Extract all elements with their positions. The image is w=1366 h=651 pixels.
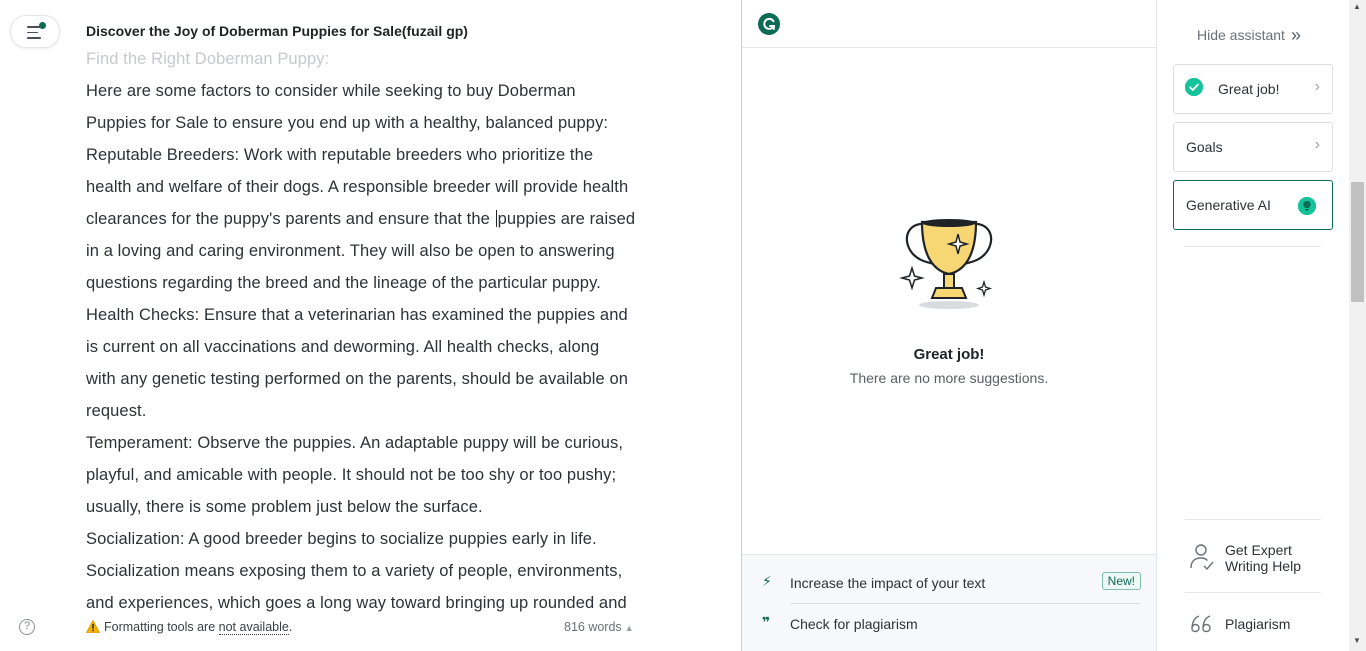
text-line[interactable]: Puppies for Sale to ensure you end up with a healthy, balanced puppy: — [86, 114, 609, 132]
formatting-prefix: Formatting tools are — [104, 620, 219, 634]
text-line[interactable]: Reputable Breeders: Work with reputable breeders who prioritize the — [86, 146, 594, 164]
formatting-notice — [104, 620, 292, 634]
check-circle-icon — [1185, 78, 1203, 96]
menu-button[interactable] — [10, 15, 60, 48]
hide-assistant-button[interactable] — [1197, 25, 1297, 46]
notification-dot — [39, 22, 46, 29]
word-count-label: 816 words — [564, 620, 622, 634]
expert-user-icon — [1189, 542, 1215, 570]
faded-heading-line[interactable]: Find the Right Doberman Puppy: — [86, 50, 330, 68]
plagiarism-label: Plagiarism — [1225, 616, 1291, 632]
no-suggestions-text: There are no more suggestions. — [849, 370, 1049, 386]
hide-assistant-label: Hide assistant — [1197, 27, 1285, 43]
scroll-down-arrow-icon[interactable]: ▼ — [1353, 636, 1361, 645]
lightbulb-icon — [1298, 197, 1316, 215]
divider — [1185, 519, 1321, 520]
divider — [1185, 592, 1321, 593]
generative-ai-label: Generative AI — [1186, 197, 1271, 213]
suggestions-panel — [741, 0, 1157, 651]
increase-impact-button[interactable] — [742, 563, 1156, 603]
chevron-right-icon: › — [1314, 136, 1320, 153]
document-title[interactable]: Discover the Joy of Doberman Puppies for Sale(fuzail gp) — [86, 23, 468, 39]
grammarly-logo-icon[interactable] — [758, 13, 780, 35]
word-count-toggle[interactable] — [564, 620, 634, 634]
text-line[interactable]: Here are some factors to consider while seeking to buy Doberman — [86, 82, 576, 100]
editor-footer — [0, 602, 741, 651]
text-segment[interactable]: clearances for the puppy's parents and ensure that the — [86, 210, 495, 228]
great-job-card[interactable] — [1173, 64, 1333, 114]
check-plagiarism-label: Check for plagiarism — [790, 616, 918, 632]
great-job-label: Great job! — [1218, 81, 1280, 97]
warning-icon — [86, 620, 100, 633]
text-line[interactable]: playful, and amicable with people. It should not be too shy or too pushy; — [86, 466, 617, 484]
text-line[interactable]: Socialization means exposing them to a variety of people, environments, — [86, 562, 623, 580]
text-line[interactable]: with any genetic testing performed on the parents, should be available on — [86, 370, 629, 388]
panel-header — [742, 0, 1156, 48]
scroll-thumb[interactable] — [1351, 182, 1364, 302]
formatting-unavailable-link[interactable]: not available — [218, 620, 289, 634]
quote-icon — [1189, 612, 1215, 634]
increase-impact-label: Increase the impact of your text — [790, 575, 986, 591]
assistant-sidebar — [1157, 0, 1349, 651]
text-line[interactable]: request. — [86, 402, 147, 420]
text-line[interactable]: is current on all vaccinations and deworming. All health checks, along — [86, 338, 600, 356]
goals-label: Goals — [1186, 139, 1223, 155]
lightning-icon: ⚡ — [762, 573, 772, 589]
text-line[interactable]: Socialization: A good breeder begins to socialize puppies early in life. — [86, 530, 597, 548]
goals-card[interactable] — [1173, 122, 1333, 172]
document-body[interactable] — [86, 44, 696, 612]
expert-writing-help-button[interactable] — [1185, 536, 1335, 580]
text-line[interactable]: questions regarding the breed and the lineage of the particular puppy. — [86, 274, 601, 292]
text-line[interactable]: usually, there is some problem just below the surface. — [86, 498, 483, 516]
scroll-up-arrow-icon[interactable]: ▲ — [1353, 2, 1361, 11]
help-icon[interactable]: ? — [19, 619, 35, 635]
new-badge: New! — [1102, 572, 1141, 590]
text-line[interactable]: in a loving and caring environment. They will also be open to answering — [86, 242, 615, 260]
text-line[interactable]: and experiences, which goes a long way toward bringing up rounded and — [86, 594, 627, 612]
double-chevron-right-icon: » — [1290, 25, 1297, 45]
text-line[interactable]: Temperament: Observe the puppies. An adaptable puppy will be curious, — [86, 434, 624, 452]
generative-ai-card[interactable] — [1173, 180, 1333, 230]
formatting-suffix: . — [288, 620, 293, 634]
caret-up-icon: ▲ — [624, 623, 634, 633]
page-scrollbar[interactable] — [1349, 0, 1366, 651]
text-segment[interactable]: puppies are raised — [497, 210, 636, 228]
divider — [1185, 246, 1321, 247]
text-caret — [496, 210, 497, 227]
text-line-with-caret[interactable] — [86, 203, 696, 235]
great-job-heading: Great job! — [913, 346, 985, 363]
text-line[interactable]: health and welfare of their dogs. A responsible breeder will provide health — [86, 178, 629, 196]
quote-icon: ❞ — [762, 614, 771, 630]
text-line[interactable]: Health Checks: Ensure that a veterinarian has examined the puppies and — [86, 306, 628, 324]
plagiarism-button[interactable] — [1185, 606, 1335, 650]
trophy-icon — [902, 212, 1002, 312]
expert-writing-help-label: Get Expert Writing Help — [1225, 542, 1301, 574]
check-plagiarism-button[interactable] — [762, 603, 1141, 643]
chevron-right-icon: › — [1314, 78, 1320, 95]
panel-actions — [742, 554, 1156, 651]
